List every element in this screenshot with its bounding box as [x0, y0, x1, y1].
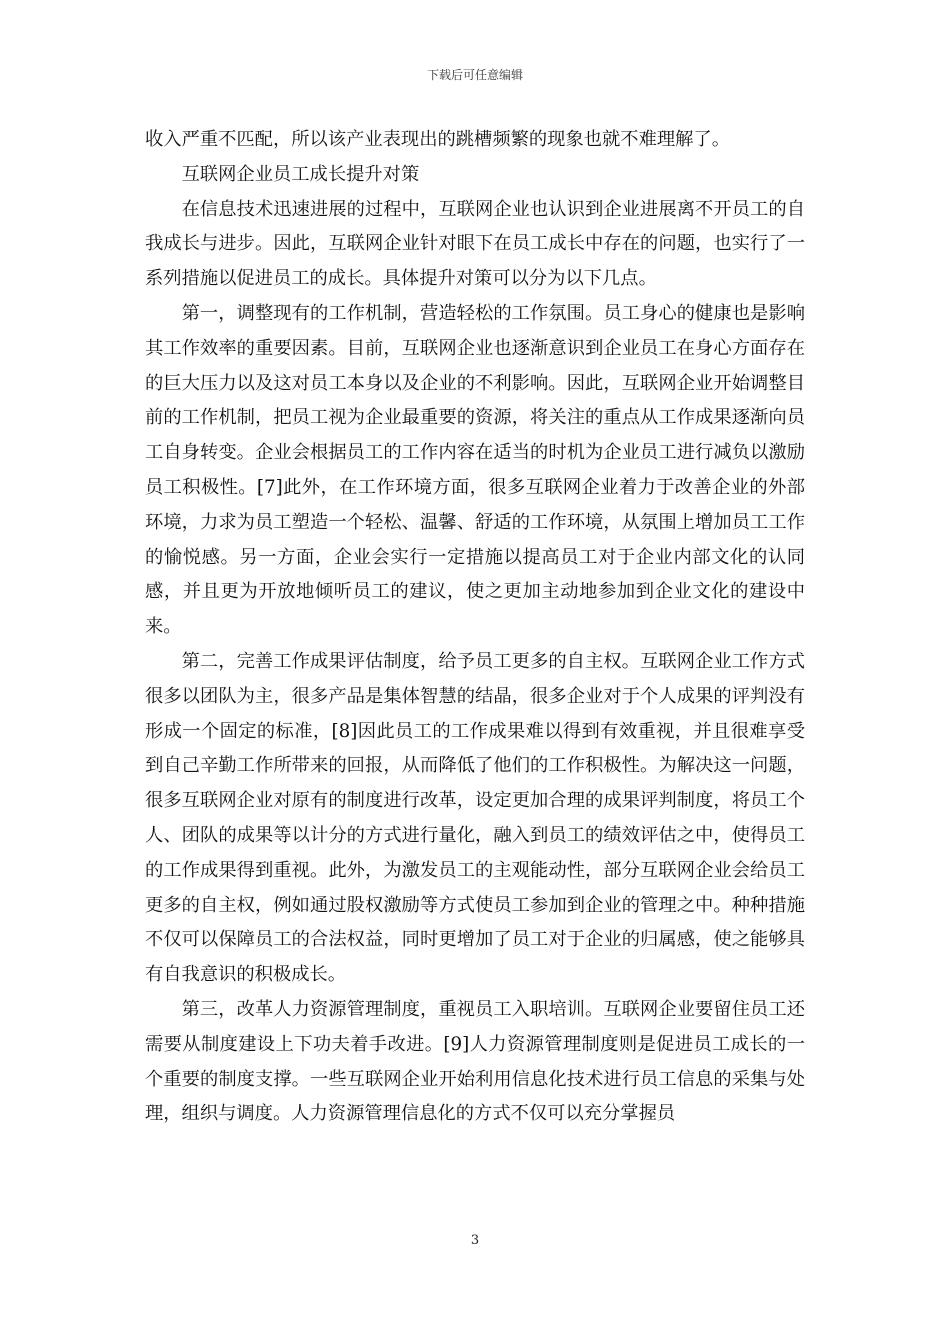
paragraph-third-measure: 第三，改革人力资源管理制度，重视员工入职培训。互联网企业要留住员工还需要从制度建设上下功夫着手改进。[9]人力资源管理制度则是促进员工成长的一个重要的制度支撑。一些互联网企业开始利用信息化技术进行员工信息的采集与处理，组织与调度。人力资源管理信息化的方式不仅可以充分掌握员: [145, 998, 805, 1125]
paragraph-second-measure: 第二，完善工作成果评估制度，给予员工更多的自主权。互联网企业工作方式很多以团队为主，很多产品是集体智慧的结晶，很多企业对于个人成果的评判没有形成一个固定的标准，[8]因此员工的工作成果难以得到有效重视，并且很难享受到自己辛勤工作所带来的回报，从而降低了他们的工作积极性。为解决这一问题，很多互联网企业对原有的制度进行改革，设定更加合理的成果评判制度，将员工个人、团队的成果等以计分的方式进行量化，融入到员工的绩效评估之中，使得员工的工作成果得到重视。此外，为激发员工的主观能动性，部分互联网企业会给员工更多的自主权，例如通过股权激励等方式使员工参加到企业的管理之中。种种措施不仅可以保障员工的合法权益，同时更增加了员工对于企业的归属感，使之能够具有自我意识的积极成长。: [145, 650, 805, 986]
document-body: [145, 123, 805, 1132]
paragraph-first-measure: 第一，调整现有的工作机制，营造轻松的工作氛围。员工身心的健康也是影响其工作效率的重要因素。目前，互联网企业也逐渐意识到企业员工在身心方面存在的巨大压力以及这对员工本身以及企业的不利影响。因此，互联网企业开始调整目前的工作机制，把员工视为企业最重要的资源，将关注的重点从工作成果逐渐向员工自身转变。企业会根据员工的工作内容在适当的时机为企业员工进行减负以激励员工积极性。[7]此外，在工作环境方面，很多互联网企业着力于改善企业的外部环境，力求为员工塑造一个轻松、温馨、舒适的工作环境，从氛围上增加员工工作的愉悦感。另一方面，企业会实行一定措施以提高员工对于企业内部文化的认同感，并且更为开放地倾听员工的建议，使之更加主动地参加到企业文化的建设中来。: [145, 302, 805, 638]
paragraph-intro: 在信息技术迅速进展的过程中，互联网企业也认识到企业进展离不开员工的自我成长与进步。因此，互联网企业针对眼下在员工成长中存在的问题，也实行了一系列措施以促进员工的成长。具体提升对策可以分为以下几点。: [145, 198, 805, 290]
page-number: 3: [470, 1233, 480, 1248]
page-header: 下载后可任意编辑: [426, 68, 523, 82]
paragraph-continuation: 收入严重不匹配，所以该产业表现出的跳槽频繁的现象也就不难理解了。: [145, 129, 730, 150]
section-heading: 互联网企业员工成长提升对策: [181, 163, 420, 185]
